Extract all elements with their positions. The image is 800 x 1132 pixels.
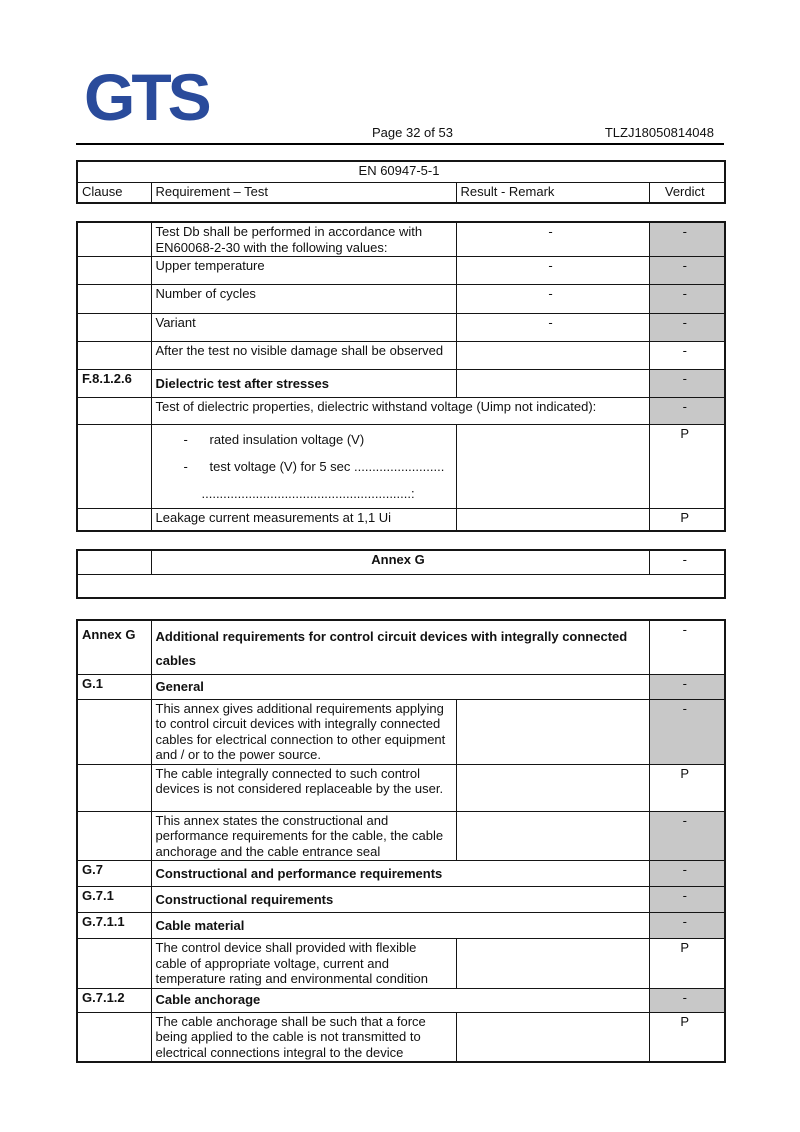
verdict-cell: - xyxy=(649,285,725,314)
column-header-result: Result - Remark xyxy=(456,183,649,204)
clause-cell: G.1 xyxy=(77,674,151,699)
result-cell xyxy=(456,1012,649,1062)
table-row xyxy=(77,620,725,675)
dash-bullet: - xyxy=(183,459,188,474)
verdict-cell: - xyxy=(649,913,725,939)
result-cell: - xyxy=(456,222,649,257)
clause-cell: Annex G xyxy=(77,620,151,675)
requirement-line-text: ..........................................................: xyxy=(201,486,415,501)
table-row xyxy=(77,887,725,913)
dash-bullet: - xyxy=(183,432,188,447)
table-row xyxy=(77,342,725,370)
requirement-cell: Additional requirements for control circuit devices with integrally connected cables xyxy=(151,620,649,675)
requirement-cell: Test of dielectric properties, dielectric withstand voltage (Uimp not indicated): xyxy=(151,398,649,425)
result-cell xyxy=(456,939,649,989)
requirement-cell: This annex gives additional requirements applying to control circuit devices with integrally connected cables for electrical connection to other equipment and / or to the power source. xyxy=(151,699,456,764)
table-row xyxy=(77,257,725,285)
requirement-line-text: test voltage (V) for 5 sec ......................... xyxy=(209,459,445,474)
requirement-cell: Variant xyxy=(151,314,456,342)
requirement-cell: Leakage current measurements at 1,1 Ui xyxy=(151,509,456,531)
annex-title-cell: Annex G xyxy=(151,550,649,575)
report-number: TLZJ18050814048 xyxy=(604,125,714,140)
table-row xyxy=(77,550,725,575)
clause-cell xyxy=(77,509,151,531)
requirement-cell: Constructional and performance requirements xyxy=(151,861,649,887)
clause-cell xyxy=(77,939,151,989)
verdict-cell: - xyxy=(649,222,725,257)
requirement-line-text: rated insulation voltage (V) xyxy=(209,432,365,447)
table-row xyxy=(77,575,725,598)
requirement-line xyxy=(156,426,448,453)
clause-cell xyxy=(77,425,151,509)
requirement-line xyxy=(156,453,448,480)
empty-row-cell xyxy=(77,575,725,598)
requirement-cell xyxy=(151,425,456,509)
verdict-cell: - xyxy=(649,674,725,699)
requirement-cell: Number of cycles xyxy=(151,285,456,314)
clause-cell xyxy=(77,550,151,575)
verdict-cell: - xyxy=(649,811,725,861)
requirement-cell: Dielectric test after stresses xyxy=(151,370,456,398)
verdict-cell: P xyxy=(649,509,725,531)
verdict-cell: - xyxy=(649,620,725,675)
table-row xyxy=(77,913,725,939)
column-header-clause: Clause xyxy=(77,183,151,204)
table-row xyxy=(77,674,725,699)
requirement-cell: After the test no visible damage shall be observed xyxy=(151,342,456,370)
table-row xyxy=(77,370,725,398)
verdict-cell: - xyxy=(649,699,725,764)
column-header-requirement: Requirement – Test xyxy=(151,183,456,204)
annex-g-requirements-table xyxy=(76,619,726,1064)
requirement-cell: General xyxy=(151,674,649,699)
table-row xyxy=(77,314,725,342)
table-row xyxy=(77,398,725,425)
page-number: Page 32 of 53 xyxy=(372,125,453,140)
requirement-cell: This annex states the constructional and performance requirements for the cable, the cable anchorage and the cable entrance seal xyxy=(151,811,456,861)
requirement-line xyxy=(156,480,448,507)
verdict-cell: - xyxy=(649,887,725,913)
table-row xyxy=(77,988,725,1012)
result-cell xyxy=(456,509,649,531)
clause-cell xyxy=(77,1012,151,1062)
result-cell: - xyxy=(456,285,649,314)
clause-cell: G.7.1.2 xyxy=(77,988,151,1012)
table-row xyxy=(77,861,725,887)
requirement-cell: The cable anchorage shall be such that a force being applied to the cable is not transmitted to electrical connections integral to the device xyxy=(151,1012,456,1062)
requirement-cell: Constructional requirements xyxy=(151,887,649,913)
verdict-cell: P xyxy=(649,939,725,989)
requirement-cell: Cable material xyxy=(151,913,649,939)
gts-logo: GTS xyxy=(84,60,208,134)
table-row xyxy=(77,509,725,531)
column-header-row xyxy=(77,183,725,204)
table-row xyxy=(77,425,725,509)
clause-cell xyxy=(77,699,151,764)
standard-title-row xyxy=(77,161,725,183)
verdict-cell: - xyxy=(649,988,725,1012)
verdict-cell: - xyxy=(649,257,725,285)
clause-cell xyxy=(77,257,151,285)
verdict-cell: - xyxy=(649,314,725,342)
clause-cell xyxy=(77,314,151,342)
verdict-cell: P xyxy=(649,764,725,811)
result-cell xyxy=(456,425,649,509)
result-cell: - xyxy=(456,257,649,285)
result-cell xyxy=(456,699,649,764)
verdict-cell: - xyxy=(649,398,725,425)
result-cell xyxy=(456,764,649,811)
clause-cell xyxy=(77,285,151,314)
standard-title: EN 60947-5-1 xyxy=(77,161,725,183)
page-header xyxy=(76,0,724,145)
verdict-cell: - xyxy=(649,550,725,575)
clause-cell: G.7.1.1 xyxy=(77,913,151,939)
table-row xyxy=(77,811,725,861)
table-row xyxy=(77,222,725,257)
table-row xyxy=(77,939,725,989)
result-cell xyxy=(456,811,649,861)
verdict-cell: P xyxy=(649,1012,725,1062)
requirement-cell: The control device shall provided with flexible cable of appropriate voltage, current and temperature rating and environmental condition xyxy=(151,939,456,989)
column-header-verdict: Verdict xyxy=(649,183,725,204)
test-table-header xyxy=(76,160,726,204)
verdict-cell: - xyxy=(649,861,725,887)
result-cell xyxy=(456,370,649,398)
table-row xyxy=(77,1012,725,1062)
clause-cell xyxy=(77,342,151,370)
annex-g-heading-table xyxy=(76,549,726,599)
clause-cell xyxy=(77,222,151,257)
result-cell: - xyxy=(456,314,649,342)
clause-cell xyxy=(77,764,151,811)
table-row xyxy=(77,285,725,314)
clause-cell xyxy=(77,811,151,861)
table-row xyxy=(77,699,725,764)
clause-cell xyxy=(77,398,151,425)
verdict-cell: - xyxy=(649,342,725,370)
requirement-cell: Upper temperature xyxy=(151,257,456,285)
test-results-table-1 xyxy=(76,221,726,532)
page-content xyxy=(76,0,724,1063)
clause-cell: G.7.1 xyxy=(77,887,151,913)
result-cell xyxy=(456,342,649,370)
requirement-cell: The cable integrally connected to such control devices is not considered replaceable by the user. xyxy=(151,764,456,811)
verdict-cell: - xyxy=(649,370,725,398)
requirement-cell: Cable anchorage xyxy=(151,988,649,1012)
verdict-cell: P xyxy=(649,425,725,509)
clause-cell: F.8.1.2.6 xyxy=(77,370,151,398)
table-row xyxy=(77,764,725,811)
requirement-cell: Test Db shall be performed in accordance with EN60068-2-30 with the following values: xyxy=(151,222,456,257)
clause-cell: G.7 xyxy=(77,861,151,887)
